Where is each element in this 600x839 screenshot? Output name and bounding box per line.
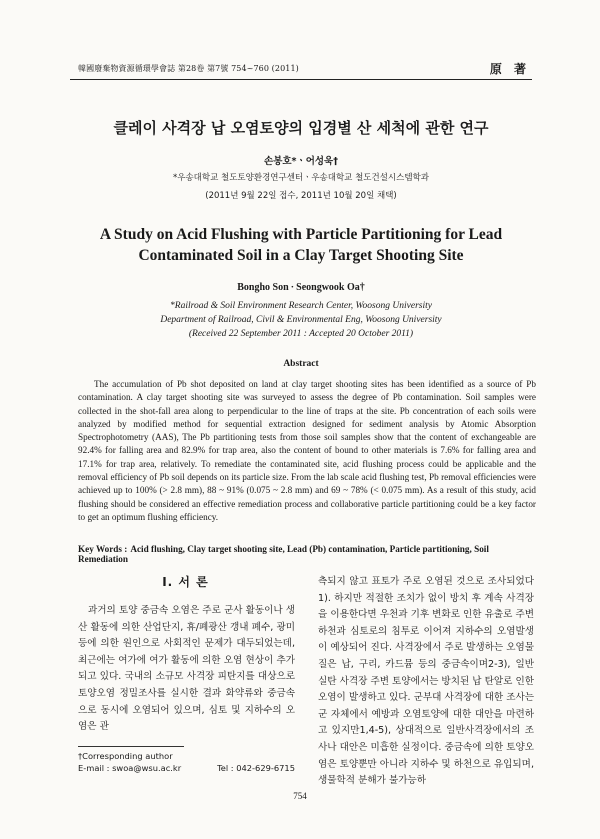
footnote	[78, 751, 295, 774]
footnote-rule	[78, 746, 184, 747]
korean-dates: (2011년 9월 22일 접수, 2011년 10월 20일 채택)	[205, 191, 397, 201]
korean-authors: 손봉호*ㆍ어성욱†	[264, 156, 338, 167]
body-column-right	[318, 574, 534, 790]
body-column-left	[78, 603, 295, 736]
article-type-label: 原 著	[489, 62, 530, 76]
footnote-tel: Tel : 042-629-6715	[217, 762, 295, 773]
affiliation-line-1: *Railroad & Soil Environment Research Center, Woosong University	[170, 301, 432, 311]
keywords	[78, 544, 536, 564]
english-title: A Study on Acid Flushing with Particle Partitioning for Lead Contaminated Soil in a Clay Target Shooting Site	[99, 226, 503, 264]
abstract-body	[78, 378, 536, 524]
received-dates: (Received 22 September 2011 : Accepted 20 October 2011)	[188, 329, 414, 339]
affiliation-line-2: Department of Railroad, Civil & Environmental Eng, Woosong University	[160, 315, 442, 325]
keywords-label: Key Words :	[78, 544, 128, 554]
body-paragraph: 측되지 않고 표토가 주로 오염된 것으로 조사되었다1). 하지만 적절한 조치가 없이 방치 후 계속 사격장을 이용한다면 우천과 기후 변화로 인한 유출로 주변 하천과 심토로의 침투로 이어져 지하수의 오염발생이 예상되어 진다. 사격장에서 주로 발생하는 오염물질은 납, 구리, 카드뮴 등의 중금속이며2-3), 일반 실탄 사격장 주변 토양에서는 방치된 납 탄알로 인한 오염이 발생하고 있다. 군부대 사격장에 대한 조사는 군 자체에서 예방과 오염토양에 대한 대안을 마련하고 있지만1,4-5), 상대적으로 일반사격장에서의 조사나 대안은 미흡한 실정이다. 중금속에 의한 토양오염은 토양뿐만 아니라 지하수 및 하천으로 유입되며, 생물학적 분해가 불가능하	[318, 576, 534, 787]
footnote-label: †Corresponding author	[78, 751, 173, 761]
english-affiliation	[70, 299, 532, 341]
abstract-heading: Abstract	[283, 359, 319, 369]
keywords-text: Acid flushing, Clay target shooting site, Lead (Pb) contamination, Particle partitioning, Soil Remediation	[78, 544, 489, 564]
body-paragraph: 과거의 토양 중금속 오염은 주로 군사 활동이나 생산 활동에 의한 산업단지, 휴/폐광산 갱내 폐수, 광미 등에 의한 원인으로 사회적인 문제가 대두되었는데, 최근에는 여가에 여가 활동에 의한 오염 현상이 추가되고 있다. 국내의 소규모 사격장 피탄지를 대상으로 토양오염 정밀조사를 실시한 결과 화약류와 중금속으로 동시에 오염되어 있으며, 심토 및 지하수의 오염은 관	[78, 605, 295, 733]
footnote-email: E-mail : swoa@wsu.ac.kr	[78, 762, 182, 773]
korean-affiliation: *우송대학교 철도토양환경연구센터ㆍ우송대학교 철도건설시스템학과	[173, 173, 429, 183]
journal-header: 韓國廢棄物資源循環學會誌 第28卷 第7號 754~760 (2011)	[78, 64, 299, 73]
english-authors: Bongho Son ∙ Seongwook Oa†	[237, 282, 365, 293]
header-rule	[70, 79, 532, 80]
abstract-text: The accumulation of Pb shot deposited on land at clay target shooting sites has been identified as a source of Pb contamination. A clay target shooting site was surveyed to assess the degree of Pb contamination. Soil samples were collected in the shot-fall area along to perpendicular to the line of traps at the site. Pb concentration of each soils were analyzed by modified method for sequential extraction designed for sediment analysis by Atomic Absorption Spectrophotometry (AAS), The Pb partitioning tests from those soil samples show that the content of exchangeable are 92.4% for falling area and 82.9% for trap area, also the content of bound to other materials is 7.6% for falling area and 17.1% for trap area, relatively. To remediate the contaminated site, acid flushing process could be applicable and the removal efficiency of Pb soil depends on its particle size. From the lab scale acid flushing test, Pb removal efficiencies were achieved up to 100% (> 2.8 mm), 88 ~ 91% (0.075 ~ 2.8 mm) and 69 ~ 78% (< 0.075 mm). As a result of this study, acid flushing should be considered an effective remediation process and collaborative particle partitioning could be a key factor to get an optimum flushing efficiency.	[78, 379, 536, 522]
page-number: 754	[293, 791, 307, 801]
korean-title: 클레이 사격장 납 오염토양의 입경별 산 세척에 관한 연구	[113, 119, 489, 137]
section-heading: I. 서 론	[162, 575, 209, 589]
